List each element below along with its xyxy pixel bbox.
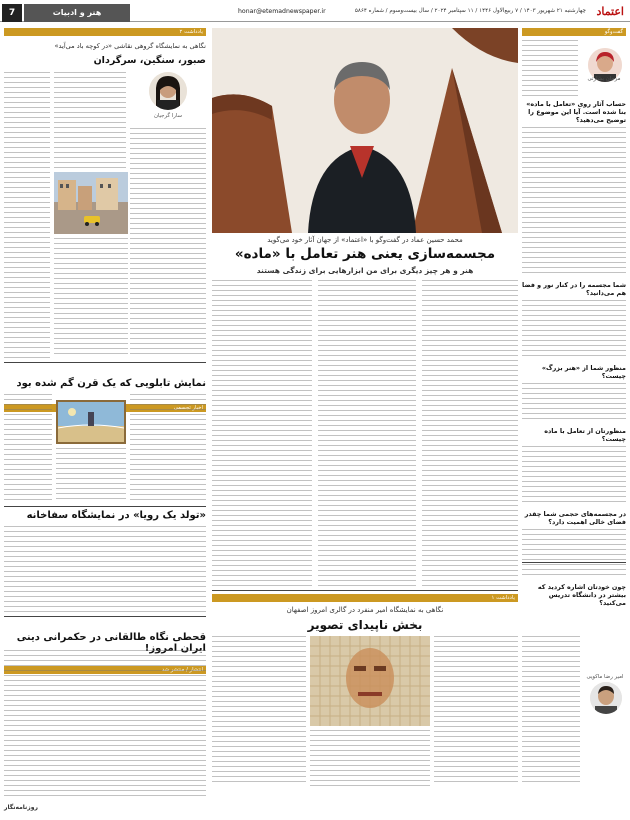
interview-questions [522, 100, 626, 607]
article1-body-a [130, 128, 206, 358]
question-1: حساب آثار روی «تعامل با ماده» بنا شده است. آیا این موضوع را توضیح می‌دهید؟ [526, 100, 626, 124]
lower-body-col3 [212, 636, 306, 786]
feature-kicker: محمد حسین عماد در گفت‌وگو با «اعتماد» از جهان آثار خود می‌گوید [267, 236, 463, 244]
feature-title: مجسمه‌سازی یعنی هنر تعامل با «ماده» [234, 246, 496, 262]
divider [4, 506, 206, 507]
lower-kicker: نگاهی به نمایشگاه امیر منفرد در گالری امروز اصفهان [286, 606, 444, 614]
article1-author: سارا گرجیان [153, 113, 183, 119]
answer-4 [522, 446, 626, 506]
page-number: 7 [2, 4, 22, 22]
article1-title: صبور، سنگین، سرگردان [93, 55, 206, 66]
section-tag-note2: یادداشت ۲ [4, 28, 206, 36]
feature-subtitle: هنر و هر چیز دیگری برای من ابزارهایی برای زندگی هستند [256, 266, 474, 275]
question-6: چون خودتان اشاره کردید که بیشتر در دانشگاه تدریس می‌کنید؟ [537, 583, 626, 607]
article3-body [4, 526, 206, 612]
answer-5 [522, 529, 626, 579]
divider [212, 590, 518, 591]
divider [4, 362, 206, 363]
question-5: در مجسمه‌های حجمی شما چقدر فضای خالی اهمیت دارد؟ [524, 510, 626, 526]
section-tag-published: انتشار / منتشر شد [4, 666, 206, 674]
note-body-right [522, 636, 580, 786]
answer-2 [522, 300, 626, 360]
note-author-photo [590, 682, 622, 714]
main-feature [212, 28, 518, 788]
street-painting-image [54, 172, 128, 234]
article2-body-c [4, 394, 52, 502]
section-title: هنر و ادبیات [24, 4, 130, 22]
author-photo [149, 72, 187, 110]
question-3: منظور شما از «هنر بزرگ» چیست؟ [541, 364, 626, 380]
divider [4, 616, 206, 617]
divider [522, 562, 626, 563]
section-tag-visual-news: اخبار تجسمی [4, 404, 206, 412]
answer-1 [522, 127, 626, 277]
article3-title: «تولد یک رویا» در نمایشگاه سفاخانه [26, 510, 206, 521]
note-author-name: امیر رضا ماکویی [586, 674, 624, 680]
issue-dateline: چهارشنبه ۲۱ شهریور ۱۴۰۳ / ۷ ربیع‌الاول ۱۴۴۶ / ۱۱ سپتامبر ۲۰۲۴ / سال بیست‌وسوم / شماره ۵۸۶۴ [354, 8, 586, 14]
feature-hero-photo [212, 28, 518, 233]
article1-body-e [54, 238, 128, 358]
article1-body-d [4, 172, 50, 358]
right-column [522, 28, 626, 788]
article2-body-a [130, 394, 206, 502]
mosaic-artwork-image [310, 636, 430, 726]
section-tag-interview: گفت‌وگو [522, 28, 626, 36]
article4-body [4, 650, 206, 800]
article2-body-b [56, 448, 126, 502]
article4-author: روزنامه‌نگار [4, 804, 38, 811]
feature-body-col2 [318, 280, 416, 586]
interview-intro-lines [522, 40, 578, 96]
lower-body-col1 [434, 636, 518, 786]
article4-title: قحطی نگاه طالقانی در حکمرانی دینی ایران امروز! [16, 632, 206, 654]
article1-body-c [4, 72, 50, 168]
interviewer-name: مرجان بشارتی [587, 76, 621, 82]
section-tag-note1: یادداشت ۱ [212, 594, 518, 602]
left-column [4, 28, 206, 816]
author-box [130, 72, 206, 124]
article1-kicker: نگاهی به نمایشگاه گروهی نقاشی «در کوچه باد می‌آید» [54, 42, 206, 50]
feature-body-col3 [212, 280, 312, 586]
newspaper-logo: اعتماد [596, 5, 624, 18]
feature-body-col1 [422, 280, 518, 586]
lower-title: بخش ناپیدای تصویر [307, 618, 423, 632]
article1-body-b [54, 72, 126, 168]
question-2: شما مجسمه را در کنار نور و فضا هم می‌دانید؟ [522, 281, 626, 297]
masthead-bar [0, 4, 630, 22]
lower-body-col2 [310, 730, 430, 786]
lost-painting-image [56, 400, 126, 444]
section-email: honar@etemadnewspaper.ir [238, 8, 326, 15]
article2-title: نمایش تابلویی که یک قرن گم شده بود [16, 378, 206, 389]
question-4: منظورتان از تعامل با ماده چیست؟ [544, 427, 626, 443]
answer-3 [522, 383, 626, 423]
